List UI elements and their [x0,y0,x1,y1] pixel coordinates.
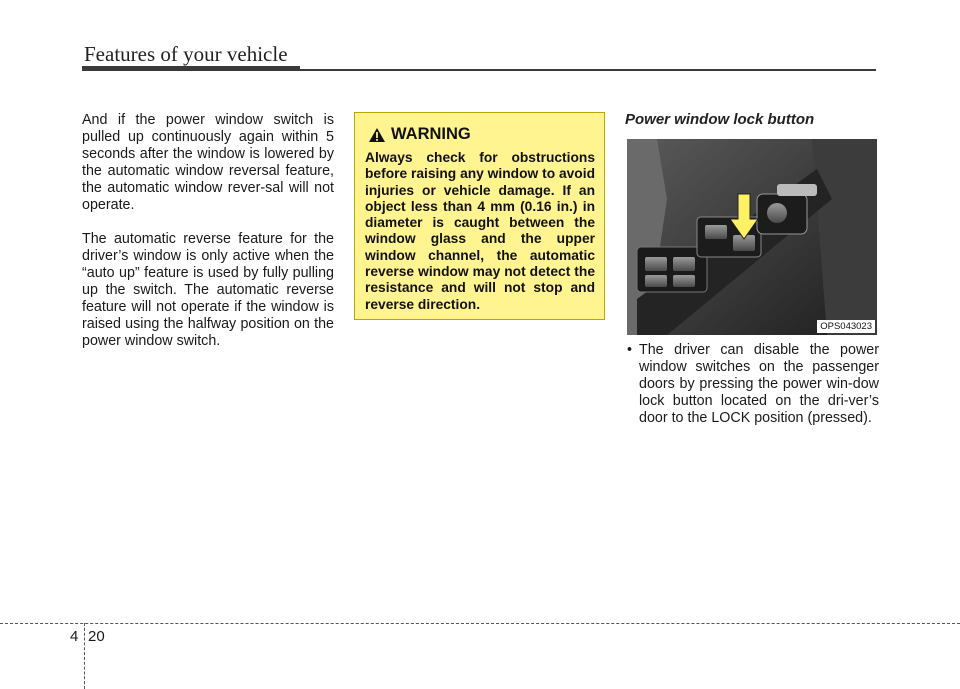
bullet-item [627,342,879,427]
bullet-text: The driver can disable the power window switches on the passenger doors by pressing the power win-dow lock button located on the dri-ver’s door to the LOCK position (pressed). [639,342,879,426]
bullet-dot: • [627,342,633,358]
header-rule-thin [300,69,876,71]
header-rule-thick [82,66,300,71]
door-switch-illustration [627,139,877,335]
paragraph: The automatic reverse feature for the driver’s window is only active when the “auto up” feature is used by fully pulling up the switch. The automatic reverse feature will not operate if the window is raised using the halfway position on the power window switch. [82,231,334,349]
warning-text: Always check for obstructions before raising any window to avoid injuries or vehicle damage. If an object less than 4 mm (0.16 in.) in diameter is caught between the window glass and the upper window channel, the automatic reverse window may not detect the resistance and will not stop and reverse direction. [365,150,595,312]
image-caption: OPS043023 [817,320,875,333]
warning-header [368,125,595,144]
footer-divider [84,623,85,689]
warning-triangle-icon [368,127,386,143]
chapter-number: 4 [70,628,79,645]
footer-rule [0,623,960,624]
warning-box [354,112,605,320]
section-title: Power window lock button [625,111,815,128]
page-header-title: Features of your vehicle [84,42,288,66]
door-switch-photo [627,139,877,335]
left-column [82,112,334,367]
paragraph: And if the power window switch is pulled up continuously again within 5 seconds after the window is lowered by the automatic window reversal feature, the automatic window rever-sal will not operate. [82,112,334,213]
page-number: 20 [88,628,105,645]
warning-title: WARNING [391,125,471,143]
